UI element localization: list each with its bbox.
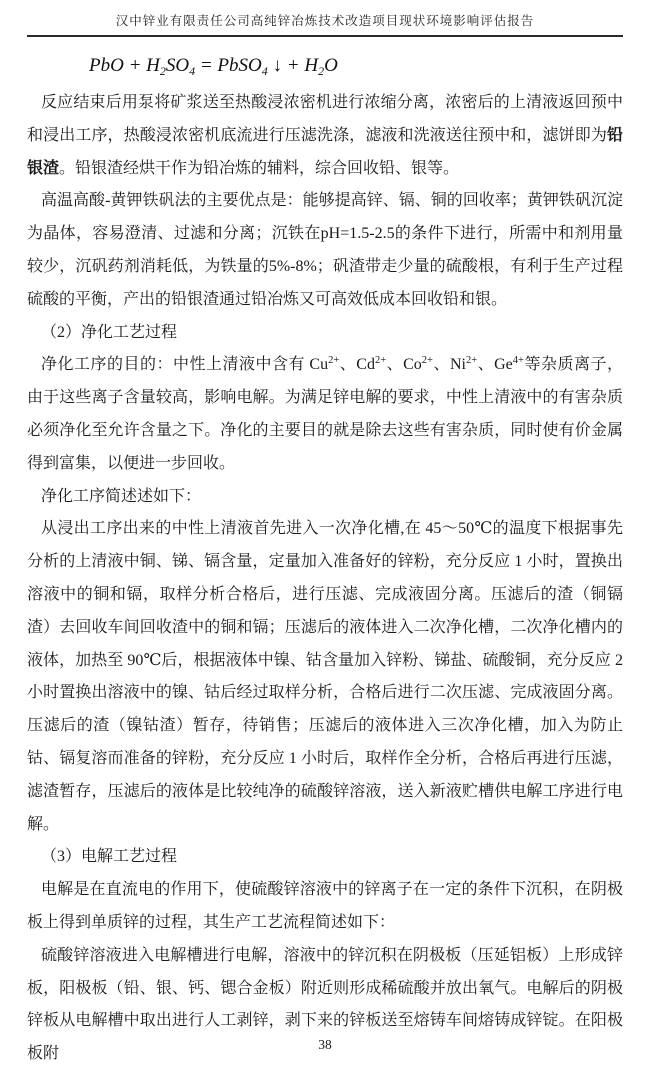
paragraph-purification-intro: 净化工序简述述如下： <box>41 487 202 505</box>
chemical-formula: PbO + $H_2SO_4$ = PbSO$_4$ ↓ + $H_2O$ <box>89 55 338 78</box>
document-body <box>27 51 623 1066</box>
paragraph-hot-acid-leach: 反应结束后用泵将矿浆送至热酸浸浓密机进行浓缩分离，浓密后的上清液返回预中和浸出工序，热酸浸浓密机底流进行压滤洗涤，滤液和洗液送往预中和，滤饼即为铅银渣。铅银渣经烘干作为铅冶炼的辅料，综合回收铅、银等。 <box>27 94 623 177</box>
heading-electrolysis-process: （3）电解工艺过程 <box>41 848 178 866</box>
paragraph-purification-steps: 从浸出工序出来的中性上清液首先进入一次净化槽,在 45～50℃的温度下根据事先分析的上清液中铜、锑、镉含量，定量加入准备好的锌粉，充分反应 1 小时，置换出溶液中的铜和镉，取样分析合格后，进行压滤、完成液固分离。压滤后的渣（铜镉渣）去回收车间回收渣中的铜和镉；压滤后的液体进入二次净化槽，二次净化槽内的液体，加热至 90℃后，根据液体中镍、钴含量加入锌粉、锑盐、硫酸铜，充分反应 2 小时置换出溶液中的镍、钴后经过取样分析，合格后进行二次压滤、完成液固分离。压滤后的渣（镍钴渣）暂存，待销售；压滤后的液体进入三次净化槽，加入为防止钴、镉复溶而准备的锌粉，充分反应 1 小时后，取样作全分析，合格后再进行压滤，滤渣暂存，压滤后的液体是比较纯净的硫酸锌溶液，送入新液贮槽供电解工序进行电解。 <box>27 520 623 833</box>
paragraph-electrolysis-definition: 电解是在直流电的作用下，使硫酸锌溶液中的锌离子在一定的条件下沉积，在阴极板上得到单质锌的过程，其生产工艺流程简述如下： <box>27 881 623 931</box>
page-number: 38 <box>318 1037 332 1052</box>
paragraph-electrolysis-steps: 硫酸锌溶液进入电解槽进行电解，溶液中的锌沉积在阴极板（压延铝板）上形成锌板，阳极板（铅、银、钙、锶合金板）附近则形成稀硫酸并放出氧气。电解后的阴极锌板从电解槽中取出进行人工剥锌，剥下来的锌板送至熔铸车间熔铸成锌锭。在阳极板附 <box>27 946 623 1063</box>
page-header-title: 汉中锌业有限责任公司高纯锌冶炼技术改造项目现状环境影响评估报告 <box>115 14 535 28</box>
heading-purification-process: （2）净化工艺过程 <box>41 323 178 341</box>
header-rule <box>27 35 623 37</box>
paragraph-jarosite-advantages: 高温高酸-黄钾铁矾法的主要优点是：能够提高锌、镉、铜的回收率；黄钾铁矾沉淀为晶体，容易澄清、过滤和分离；沉铁在pH=1.5-2.5的条件下进行，所需中和剂用量较少，沉矾药剂消耗低，为铁量的5%-8%；矾渣带走少量的硫酸根，有利于生产过程硫酸的平衡，产出的铅银渣通过铅冶炼又可高效低成本回收铅和银。 <box>27 192 623 308</box>
paragraph-purification-purpose: 净化工序的目的：中性上清液中含有 $Cu^{2+}$、$Cd^{2+}$、$Co^{2+}$、$Ni^{2+}$、$Ge^{4+}$等杂质离子，由于这些离子含量较高，影响电解。为满足锌电解的要求，中性上清液中的有害杂质必须净化至允许含量之下。净化的主要目的就是除去这些有害杂质，同时使有价金属得到富集，以便进一步回收。 <box>27 355 623 472</box>
